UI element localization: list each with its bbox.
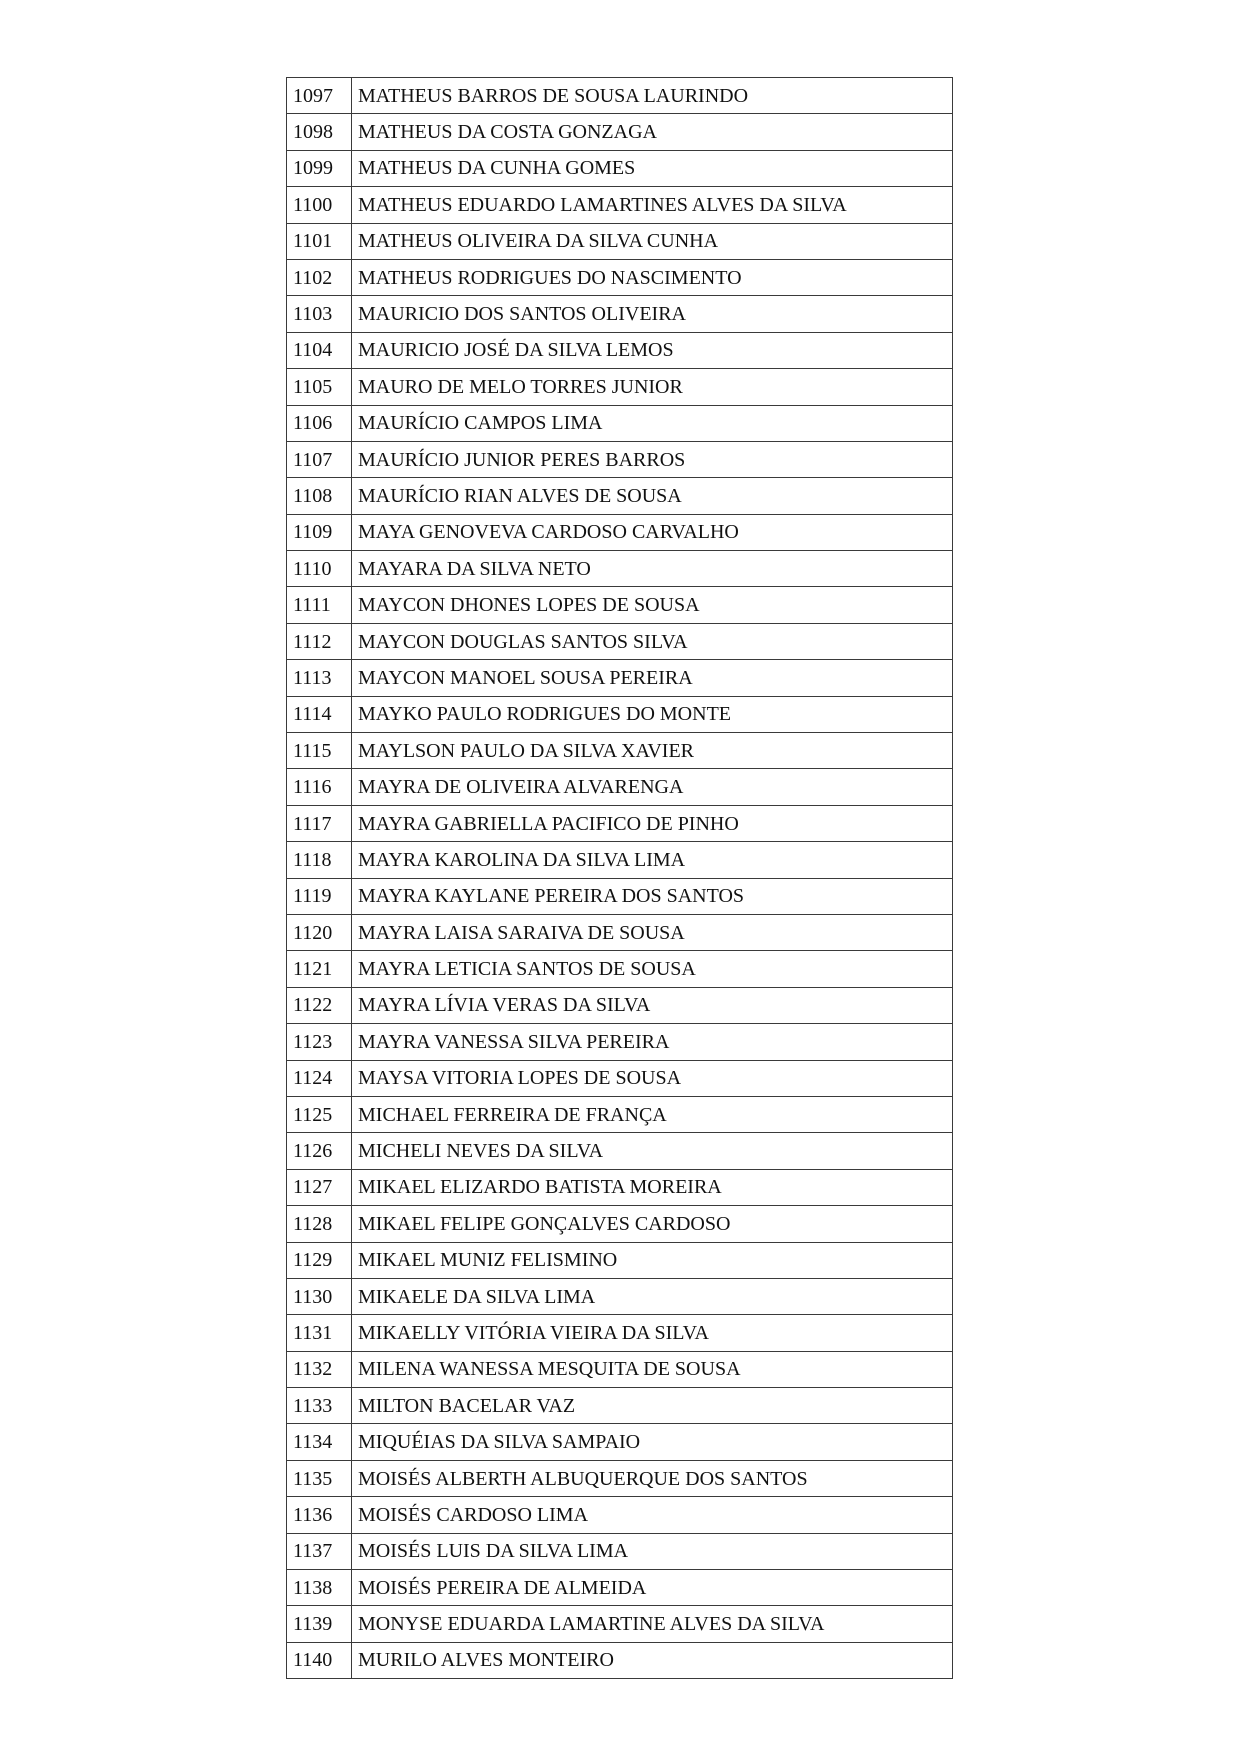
table-row	[287, 1060, 953, 1096]
row-number: 1115	[287, 733, 352, 769]
row-number: 1110	[287, 551, 352, 587]
row-name: MAURÍCIO JUNIOR PERES BARROS	[352, 441, 953, 477]
table-row	[287, 1096, 953, 1132]
row-name: MAYKO PAULO RODRIGUES DO MONTE	[352, 696, 953, 732]
table-row	[287, 369, 953, 405]
row-name: MIKAELE DA SILVA LIMA	[352, 1278, 953, 1314]
row-name: MAYRA LAISA SARAIVA DE SOUSA	[352, 914, 953, 950]
row-name: MAYRA LÍVIA VERAS DA SILVA	[352, 987, 953, 1023]
row-name: MICHELI NEVES DA SILVA	[352, 1133, 953, 1169]
row-number: 1107	[287, 441, 352, 477]
row-name: MATHEUS DA COSTA GONZAGA	[352, 114, 953, 150]
table-row	[287, 733, 953, 769]
table-row	[287, 187, 953, 223]
row-number: 1127	[287, 1169, 352, 1205]
table-row	[287, 78, 953, 114]
table-row	[287, 769, 953, 805]
table-row	[287, 296, 953, 332]
row-name: MATHEUS BARROS DE SOUSA LAURINDO	[352, 78, 953, 114]
row-number: 1099	[287, 150, 352, 186]
row-number: 1123	[287, 1024, 352, 1060]
row-number: 1126	[287, 1133, 352, 1169]
table-row	[287, 951, 953, 987]
row-name: MAYRA LETICIA SANTOS DE SOUSA	[352, 951, 953, 987]
row-number: 1133	[287, 1388, 352, 1424]
row-number: 1121	[287, 951, 352, 987]
names-table-body	[287, 78, 953, 1679]
table-row	[287, 1315, 953, 1351]
row-number: 1098	[287, 114, 352, 150]
row-name: MAYCON DHONES LOPES DE SOUSA	[352, 587, 953, 623]
row-number: 1116	[287, 769, 352, 805]
row-number: 1130	[287, 1278, 352, 1314]
table-row	[287, 1206, 953, 1242]
row-number: 1114	[287, 696, 352, 732]
row-name: MILTON BACELAR VAZ	[352, 1388, 953, 1424]
row-name: MIKAEL FELIPE GONÇALVES CARDOSO	[352, 1206, 953, 1242]
table-row	[287, 1133, 953, 1169]
row-name: MONYSE EDUARDA LAMARTINE ALVES DA SILVA	[352, 1606, 953, 1642]
row-name: MICHAEL FERREIRA DE FRANÇA	[352, 1096, 953, 1132]
row-number: 1131	[287, 1315, 352, 1351]
table-row	[287, 623, 953, 659]
row-name: MAURÍCIO CAMPOS LIMA	[352, 405, 953, 441]
row-number: 1139	[287, 1606, 352, 1642]
row-name: MAURICIO DOS SANTOS OLIVEIRA	[352, 296, 953, 332]
row-name: MURILO ALVES MONTEIRO	[352, 1642, 953, 1678]
row-name: MAYRA KAROLINA DA SILVA LIMA	[352, 842, 953, 878]
table-row	[287, 1351, 953, 1387]
table-row	[287, 150, 953, 186]
row-number: 1120	[287, 914, 352, 950]
row-name: MOISÉS ALBERTH ALBUQUERQUE DOS SANTOS	[352, 1460, 953, 1496]
table-row	[287, 223, 953, 259]
row-number: 1117	[287, 805, 352, 841]
table-row	[287, 259, 953, 295]
row-number: 1102	[287, 259, 352, 295]
table-row	[287, 1533, 953, 1569]
table-row	[287, 878, 953, 914]
table-row	[287, 914, 953, 950]
row-name: MAYARA DA SILVA NETO	[352, 551, 953, 587]
table-row	[287, 696, 953, 732]
row-name: MOISÉS LUIS DA SILVA LIMA	[352, 1533, 953, 1569]
row-number: 1097	[287, 78, 352, 114]
row-name: MAYSA VITORIA LOPES DE SOUSA	[352, 1060, 953, 1096]
row-number: 1129	[287, 1242, 352, 1278]
row-number: 1125	[287, 1096, 352, 1132]
row-number: 1134	[287, 1424, 352, 1460]
row-number: 1113	[287, 660, 352, 696]
row-number: 1118	[287, 842, 352, 878]
row-name: MOISÉS PEREIRA DE ALMEIDA	[352, 1570, 953, 1606]
table-row	[287, 1497, 953, 1533]
row-number: 1135	[287, 1460, 352, 1496]
table-row	[287, 1642, 953, 1678]
row-number: 1106	[287, 405, 352, 441]
table-row	[287, 1424, 953, 1460]
row-number: 1138	[287, 1570, 352, 1606]
table-row	[287, 405, 953, 441]
row-number: 1140	[287, 1642, 352, 1678]
table-row	[287, 1606, 953, 1642]
table-row	[287, 1460, 953, 1496]
table-row	[287, 660, 953, 696]
row-name: MAYCON DOUGLAS SANTOS SILVA	[352, 623, 953, 659]
row-name: MIKAEL MUNIZ FELISMINO	[352, 1242, 953, 1278]
row-number: 1101	[287, 223, 352, 259]
row-number: 1105	[287, 369, 352, 405]
row-name: MAYRA GABRIELLA PACIFICO DE PINHO	[352, 805, 953, 841]
table-row	[287, 987, 953, 1023]
row-name: MAYRA DE OLIVEIRA ALVARENGA	[352, 769, 953, 805]
table-row	[287, 1169, 953, 1205]
row-number: 1104	[287, 332, 352, 368]
row-name: MAURO DE MELO TORRES JUNIOR	[352, 369, 953, 405]
row-name: MATHEUS OLIVEIRA DA SILVA CUNHA	[352, 223, 953, 259]
row-name: MAYCON MANOEL SOUSA PEREIRA	[352, 660, 953, 696]
row-number: 1128	[287, 1206, 352, 1242]
row-number: 1100	[287, 187, 352, 223]
row-name: MILENA WANESSA MESQUITA DE SOUSA	[352, 1351, 953, 1387]
row-number: 1112	[287, 623, 352, 659]
row-number: 1132	[287, 1351, 352, 1387]
row-number: 1111	[287, 587, 352, 623]
table-row	[287, 114, 953, 150]
row-name: MIKAEL ELIZARDO BATISTA MOREIRA	[352, 1169, 953, 1205]
table-row	[287, 1388, 953, 1424]
table-row	[287, 332, 953, 368]
row-name: MAYA GENOVEVA CARDOSO CARVALHO	[352, 514, 953, 550]
row-name: MATHEUS DA CUNHA GOMES	[352, 150, 953, 186]
table-row	[287, 514, 953, 550]
table-row	[287, 1278, 953, 1314]
row-name: MAYLSON PAULO DA SILVA XAVIER	[352, 733, 953, 769]
table-row	[287, 587, 953, 623]
table-row	[287, 842, 953, 878]
row-name: MATHEUS EDUARDO LAMARTINES ALVES DA SILVA	[352, 187, 953, 223]
row-name: MATHEUS RODRIGUES DO NASCIMENTO	[352, 259, 953, 295]
table-row	[287, 805, 953, 841]
row-number: 1137	[287, 1533, 352, 1569]
table-row	[287, 551, 953, 587]
row-name: MOISÉS CARDOSO LIMA	[352, 1497, 953, 1533]
row-number: 1109	[287, 514, 352, 550]
row-number: 1136	[287, 1497, 352, 1533]
table-row	[287, 441, 953, 477]
row-name: MAYRA KAYLANE PEREIRA DOS SANTOS	[352, 878, 953, 914]
row-number: 1108	[287, 478, 352, 514]
row-name: MAURÍCIO RIAN ALVES DE SOUSA	[352, 478, 953, 514]
row-name: MAYRA VANESSA SILVA PEREIRA	[352, 1024, 953, 1060]
row-name: MIKAELLY VITÓRIA VIEIRA DA SILVA	[352, 1315, 953, 1351]
table-row	[287, 1242, 953, 1278]
row-name: MIQUÉIAS DA SILVA SAMPAIO	[352, 1424, 953, 1460]
table-row	[287, 1570, 953, 1606]
table-row	[287, 478, 953, 514]
table-row	[287, 1024, 953, 1060]
row-number: 1103	[287, 296, 352, 332]
row-name: MAURICIO JOSÉ DA SILVA LEMOS	[352, 332, 953, 368]
row-number: 1122	[287, 987, 352, 1023]
row-number: 1124	[287, 1060, 352, 1096]
names-table	[286, 77, 953, 1679]
row-number: 1119	[287, 878, 352, 914]
